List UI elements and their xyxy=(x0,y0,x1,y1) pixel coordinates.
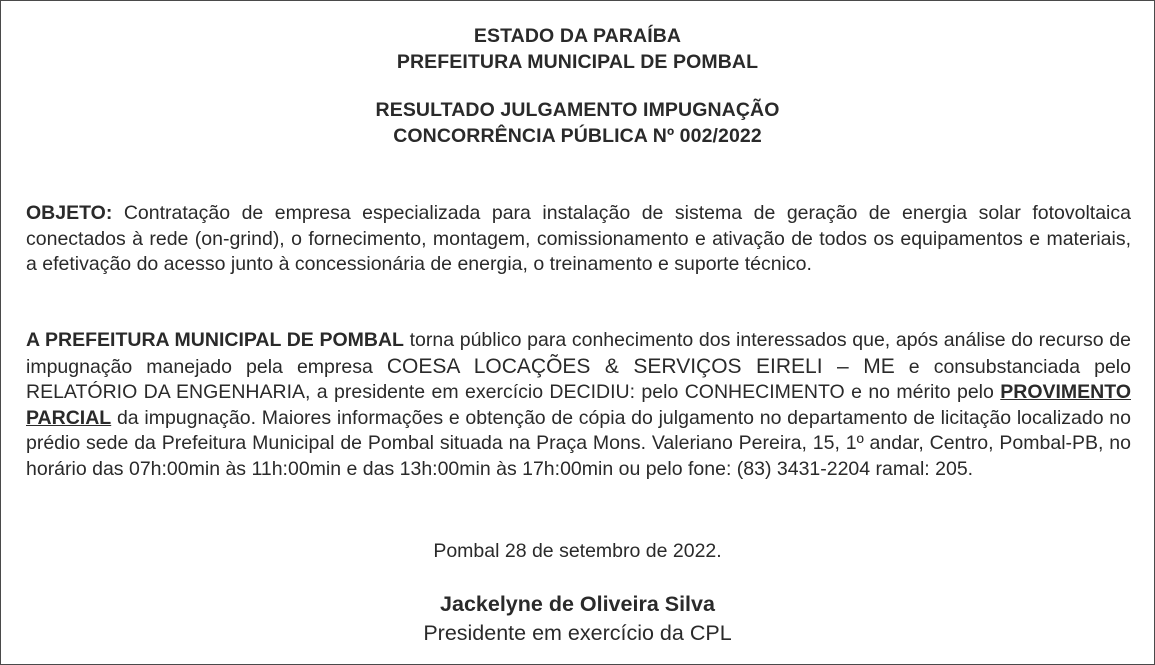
result-title: RESULTADO JULGAMENTO IMPUGNAÇÃO xyxy=(375,99,780,121)
procurement-number: CONCORRÊNCIA PÚBLICA Nº 002/2022 xyxy=(393,125,762,147)
company-name: COESA LOCAÇÕES & SERVIÇOS EIRELI – ME xyxy=(386,354,895,378)
title-block xyxy=(1,97,1154,149)
signatory-role: Presidente em exercício da CPL xyxy=(423,621,732,645)
body-text-1: torna público para conhecimento dos interessados que, após análise do recurso de impugnação manejado pela empresa xyxy=(26,329,1131,378)
municipality-heading: PREFEITURA MUNICIPAL DE POMBAL xyxy=(396,51,759,73)
body-text-2: e consubstanciada pelo RELATÓRIO DA ENGENHARIA, a presidente em exercício DECIDIU: pelo CONHECIMENTO e no mérito pelo xyxy=(26,355,1131,404)
decision-paragraph xyxy=(26,328,1131,483)
signatory-name: Jackelyne de Oliveira Silva xyxy=(440,592,715,616)
date-line: Pombal 28 de setembro de 2022. xyxy=(433,540,722,562)
objeto-label: OBJETO: xyxy=(26,202,113,224)
lead-text: A PREFEITURA MUNICIPAL DE POMBAL xyxy=(26,329,404,351)
signature-block xyxy=(1,590,1154,648)
objeto-text: Contratação de empresa especializada para instalação de sistema de geração de energia solar fotovoltaica conectados à rede (on-grind), o fornecimento, montagem, comissionamento e ativação de todos os equipamentos e materiais, a efetivação do acesso junto à concessionária de energia, o treinamento e suporte técnico. xyxy=(26,202,1131,276)
body-text-3: da impugnação. Maiores informações e obtenção de cópia do julgamento no departamento de licitação localizado no prédio sede da Prefeitura Municipal de Pombal situada na Praça Mons. Valeriano Pereira, 15, 1º andar, Centro, Pombal-PB, no horário das 07h:00min às 11h:00min e das 13h:00min às 17h:00min ou pelo fone: (83) 3431-2204 ramal: 205. xyxy=(26,406,1131,480)
decision-text: PROVIMENTO PARCIAL xyxy=(26,381,1131,429)
objeto-paragraph xyxy=(26,201,1131,278)
state-heading: ESTADO DA PARAÍBA xyxy=(473,25,682,47)
header-block xyxy=(1,23,1154,75)
